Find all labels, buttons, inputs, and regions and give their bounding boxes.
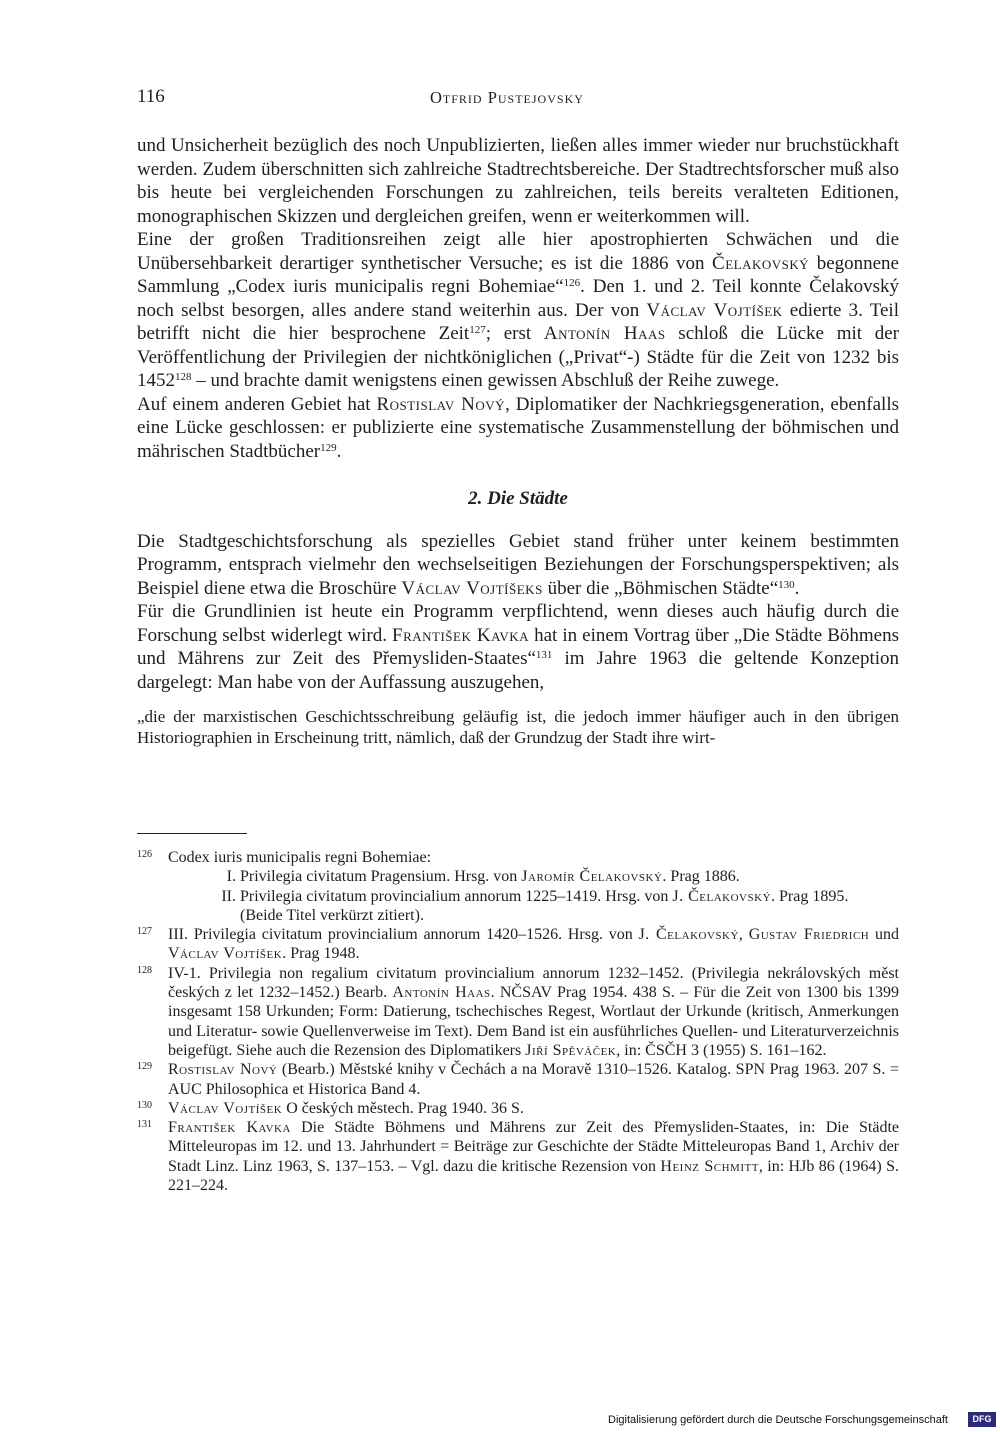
author-name: J. Čelakovský bbox=[638, 926, 739, 944]
footnotes bbox=[137, 848, 899, 1195]
footnote-text bbox=[168, 1099, 899, 1118]
paragraph-2 bbox=[137, 228, 899, 393]
roman-numeral: I. bbox=[226, 868, 236, 886]
text: . bbox=[794, 577, 800, 599]
author-name: Jiří Spěváček bbox=[525, 1041, 617, 1059]
footnote-ref: 126 bbox=[563, 277, 581, 289]
text: – und brachte damit wenigstens einen gewissen Abschluß der Reihe zuwege. bbox=[191, 370, 780, 391]
footnote-rule bbox=[137, 833, 247, 834]
author-name: Rostislav Nový bbox=[168, 1061, 278, 1079]
footnote-128 bbox=[137, 964, 899, 1060]
text: . Prag 1886. bbox=[662, 868, 740, 886]
digitization-note: Digitalisierung gefördert durch die Deutsche Forschungsgemeinschaft bbox=[608, 1414, 948, 1426]
footnote-subitem bbox=[168, 867, 899, 886]
footnote-131 bbox=[137, 1118, 899, 1195]
text: O českých městech. Prag 1940. 36 S. bbox=[282, 1099, 524, 1117]
text: , in: ČSČH 3 (1955) S. 161–162. bbox=[616, 1041, 827, 1059]
paragraph-4 bbox=[137, 530, 899, 601]
footnote-number: 128 bbox=[137, 964, 152, 976]
author-name: Václav Vojtíšek bbox=[646, 299, 783, 321]
text: . Den 1. und 2. Teil konnte Čelakovský noch selbst besorgen, alles andere stand weiterhin aus. Der von bbox=[137, 276, 899, 321]
footnote-number: 127 bbox=[137, 926, 152, 938]
block-quote: „die der marxistischen Geschichtsschreibung geläufig ist, die jedoch immer häufiger auch in den übrigen Historiographien in Erscheinung tritt, nämlich, daß der Grundzug der Stadt ihre wirt- bbox=[137, 707, 899, 747]
text: , Diplomatiker der Nachkriegsgeneration, ebenfalls eine Lücke geschlossen: er publizierte eine systematische Zusammenstellung der böhmischen und mährischen Stadtbücher bbox=[137, 393, 899, 462]
text: , in: HJb 86 (1964) S. 221–224. bbox=[168, 1157, 899, 1195]
author-name: Antonín Haas bbox=[392, 984, 491, 1002]
text: Privilegia civitatum provincialium annorum 1225–1419. Hrsg. von bbox=[240, 887, 673, 905]
footnote-note: (Beide Titel verkürzt zitiert). bbox=[240, 906, 424, 924]
author-name: Antonín Haas bbox=[543, 323, 666, 344]
paragraph-5 bbox=[137, 600, 899, 694]
text: IV-1. Privilegia non regalium civitatum provincialium annorum 1232–1452. (Privilegia nekrálovských měst českých z let 1232–1452.) Bearb. bbox=[168, 964, 899, 1002]
author-name: Čelakovský bbox=[712, 252, 810, 274]
text: ; erst bbox=[485, 323, 544, 344]
footnote-text bbox=[168, 964, 899, 1060]
text: . Prag 1895. bbox=[771, 887, 849, 905]
author-name: J. Čelakovský bbox=[672, 887, 772, 905]
author-name: Rostislav Nový bbox=[376, 393, 506, 415]
section-heading: 2. Die Städte bbox=[468, 488, 568, 509]
text: Auf einem anderen Gebiet hat bbox=[137, 393, 377, 415]
text: Für die Grundlinien ist heute ein Programm verpflichtend, wenn dieses auch häufig durch die Forschung selbst widerlegt wird. bbox=[137, 601, 899, 646]
roman-numeral: II. bbox=[221, 887, 236, 905]
author-name: Václav Vojtíšek bbox=[168, 945, 283, 963]
text: , bbox=[738, 926, 749, 944]
text: (Bearb.) Městské knihy v Čechách a na Moravě 1310–1526. Katalog. SPN Prag 1963. 207 S. = AUC Philosophica et Historica Band 4. bbox=[168, 1061, 900, 1098]
text: Die Stadtgeschichtsforschung als spezielles Gebiet stand früher unter keinem bestimmten Programm, entsprach vielmehr den wechselseitigen Beziehungen der Forschungsperspektiven; als Beispiel diene etwa die Broschüre bbox=[137, 530, 899, 599]
text: Eine der großen Traditionsreihen zeigt alle hier apostrophierten Schwächen und die Unübersehbarkeit derartiger synthetischer Versuche; es ist die 1886 von bbox=[137, 229, 899, 274]
text: . bbox=[336, 440, 342, 462]
text: Die Städte Böhmens und Mährens zur Zeit des Přemysliden-Staates, in: Die Städte Mitteleuropas im 12. und 13. Jahrhundert = Beiträge zur Geschichte der Städte Mitteleuropas Band 1, Archiv der Stadt Linz. Linz 1963, S. 137–153. – Vgl. dazu die kritische Rezension von bbox=[168, 1119, 900, 1175]
text: schloß die Lücke mit der Veröffentlichung der Privilegien der nichtköniglichen („Privat“-) Städte für die Zeit von 1232 bis 1452 bbox=[137, 323, 899, 391]
footnote-number: 129 bbox=[137, 1061, 152, 1073]
dfg-logo-icon: DFG bbox=[968, 1412, 996, 1427]
text: . Prag 1948. bbox=[282, 945, 360, 963]
footnote-text bbox=[168, 1060, 899, 1099]
footnote-subitem bbox=[168, 887, 899, 906]
text: begonnene Sammlung „Codex iuris municipalis regni Bohemiae“ bbox=[137, 252, 899, 297]
footnote-ref: 128 bbox=[175, 371, 192, 383]
footnote-text bbox=[168, 925, 899, 964]
paragraph-1: und Unsicherheit bezüglich des noch Unpublizierten, ließen alles immer wieder nur bruchstückhaft werden. Zudem überschnitten sich zahlreiche Stadtrechtsbereiche. Der Stadtrechtsforscher muß also bis heute bei vergleichenden Forschungen zu zahlreichen, teils bereits veralteten Editionen, monographischen Skizzen und dergleichen greifen, wenn er weiterkommen will. bbox=[137, 135, 899, 227]
text: edierte 3. Teil betrifft nicht die hier besprochene Zeit bbox=[137, 299, 899, 344]
text: über die „Böhmischen Städte“ bbox=[542, 577, 779, 599]
author-name: Gustav Friedrich bbox=[748, 926, 870, 944]
author-name: František Kavka bbox=[392, 624, 530, 646]
footnote-text bbox=[168, 1118, 899, 1195]
paragraph-3 bbox=[137, 393, 899, 464]
text: Privilegia civitatum Pragensium. Hrsg. von bbox=[240, 868, 522, 886]
footnote-130 bbox=[137, 1099, 899, 1118]
footnote-ref: 129 bbox=[320, 441, 337, 454]
footnote-126 bbox=[137, 848, 899, 925]
text: und bbox=[869, 926, 900, 944]
running-head: Otfrid Pustejovsky bbox=[430, 88, 584, 107]
text: hat in einem Vortrag über „Die Städte Böhmens und Mährens zur Zeit des Přemysliden-Staates“ bbox=[137, 624, 899, 669]
author-name: Jaromír Čelakovský bbox=[521, 868, 663, 886]
footnote-ref: 127 bbox=[469, 324, 486, 336]
text: . NČSAV Prag 1954. 438 S. – Für die Zeit von 1300 bis 1399 insgesamt 158 Urkunden; Form: Datierung, tschechisches Regest, Wortlaut der Urkunde (kritisch, Anmerkungen und Literatur- sowie Quellenverweise im Text). Dem Band ist ein ausführliches Quellen- und Literaturverzeichnis beigefügt. Siehe auch die Rezension des Diplomatikers bbox=[168, 984, 899, 1059]
text: im Jahre 1963 die geltende Konzeption dargelegt: Man habe von der Auffassung auszugehen, bbox=[137, 648, 900, 693]
text: III. Privilegia civitatum provincialium annorum 1420–1526. Hrsg. von bbox=[168, 926, 639, 944]
footnote-text bbox=[168, 848, 899, 925]
author-name: Václav Vojtíšek bbox=[168, 1099, 283, 1117]
footnote-number: 130 bbox=[137, 1099, 152, 1111]
footnote-title: Codex iuris municipalis regni Bohemiae: bbox=[168, 849, 432, 866]
author-name: Václav Vojtíšeks bbox=[401, 577, 543, 599]
footnote-127 bbox=[137, 925, 899, 964]
footnote-ref: 131 bbox=[535, 649, 553, 661]
footnote-ref: 130 bbox=[778, 578, 795, 591]
footnote-number: 131 bbox=[137, 1119, 152, 1131]
page-number: 116 bbox=[137, 86, 165, 107]
author-name: Heinz Schmitt bbox=[660, 1157, 759, 1175]
footnote-number: 126 bbox=[137, 849, 152, 860]
footnote-129 bbox=[137, 1060, 899, 1099]
body-text bbox=[137, 134, 899, 748]
author-name: František Kavka bbox=[168, 1119, 291, 1137]
